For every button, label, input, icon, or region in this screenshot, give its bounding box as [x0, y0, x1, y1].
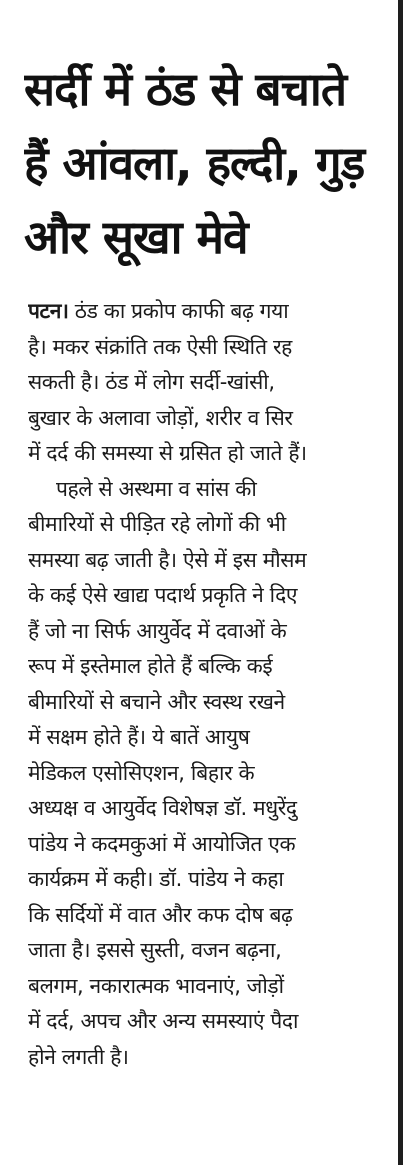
article-line-21: में दर्द, अपच और अन्य समस्याएं पैदा: [28, 1009, 299, 1033]
article-line-1-text: ठंड का प्रकोप काफी बढ़ गया: [68, 299, 289, 323]
article-line-18: कि सर्दियों में वात और कफ दोष बढ़: [28, 902, 293, 927]
article-line-15: अध्यक्ष व आयुर्वेद विशेषज्ञ डॉ. मधुरेंदु: [28, 796, 297, 820]
article-line-16: पांडेय ने कदमकुआं में आयोजित एक: [28, 831, 296, 856]
top-margin: [0, 0, 403, 48]
article-line-19: जाता है। इससे सुस्ती, वजन बढ़ना,: [28, 938, 282, 962]
article-line-3: सकती है। ठंड में लोग सर्दी-खांसी,: [28, 370, 275, 394]
article-line-2: है। मकर संक्रांति तक ऐसी स्थिति रह: [28, 334, 292, 359]
article-body: [28, 294, 400, 1075]
headline: [24, 52, 396, 274]
article-line-7: बीमारियों से पीड़ित रहे लोगों की भी: [28, 512, 286, 536]
clipping-edge: [398, 0, 403, 1165]
article-line-6: पहले से अस्थमा व सांस की: [56, 476, 257, 501]
article-line-20: बलगम, नकारात्मक भावनाएं, जोड़ों: [28, 973, 284, 998]
article-line-12: बीमारियों से बचाने और स्वस्थ रखने: [28, 689, 285, 714]
article-line-5: में दर्द की समस्या से ग्रसित हो जाते हैं।: [28, 441, 307, 465]
dateline: पटन।: [28, 299, 69, 323]
article-line-13: में सक्षम होते हैं। ये बातें आयुष: [28, 725, 250, 749]
article-line-14: मेडिकल एसोसिएशन, बिहार के: [28, 760, 255, 785]
article-line-8: समस्या बढ़ जाती है। ऐसे में इस मौसम: [28, 547, 307, 572]
headline-line-2: हैं आंवला, हल्दी, गुड़: [24, 136, 365, 190]
headline-line-3: और सूखा मेवे: [24, 210, 248, 264]
article-line-9: के कई ऐसे खाद्य पदार्थ प्रकृति ने दिए: [28, 583, 298, 607]
article-line-17: कार्यक्रम में कही। डॉ. पांडेय ने कहा: [28, 867, 284, 891]
headline-line-1: सर्दी में ठंड से बचाते: [24, 62, 347, 116]
article-line-4: बुखार के अलावा जोड़ों, शरीर व सिर: [28, 405, 293, 430]
article-line-10: हैं जो ना सिर्फ आयुर्वेद में दवाओं के: [28, 618, 287, 643]
article-line-1: [28, 294, 400, 330]
article-line-22: होने लगती है।: [28, 1044, 129, 1069]
article-line-11: रूप में इस्तेमाल होते हैं बल्कि कई: [28, 654, 273, 678]
